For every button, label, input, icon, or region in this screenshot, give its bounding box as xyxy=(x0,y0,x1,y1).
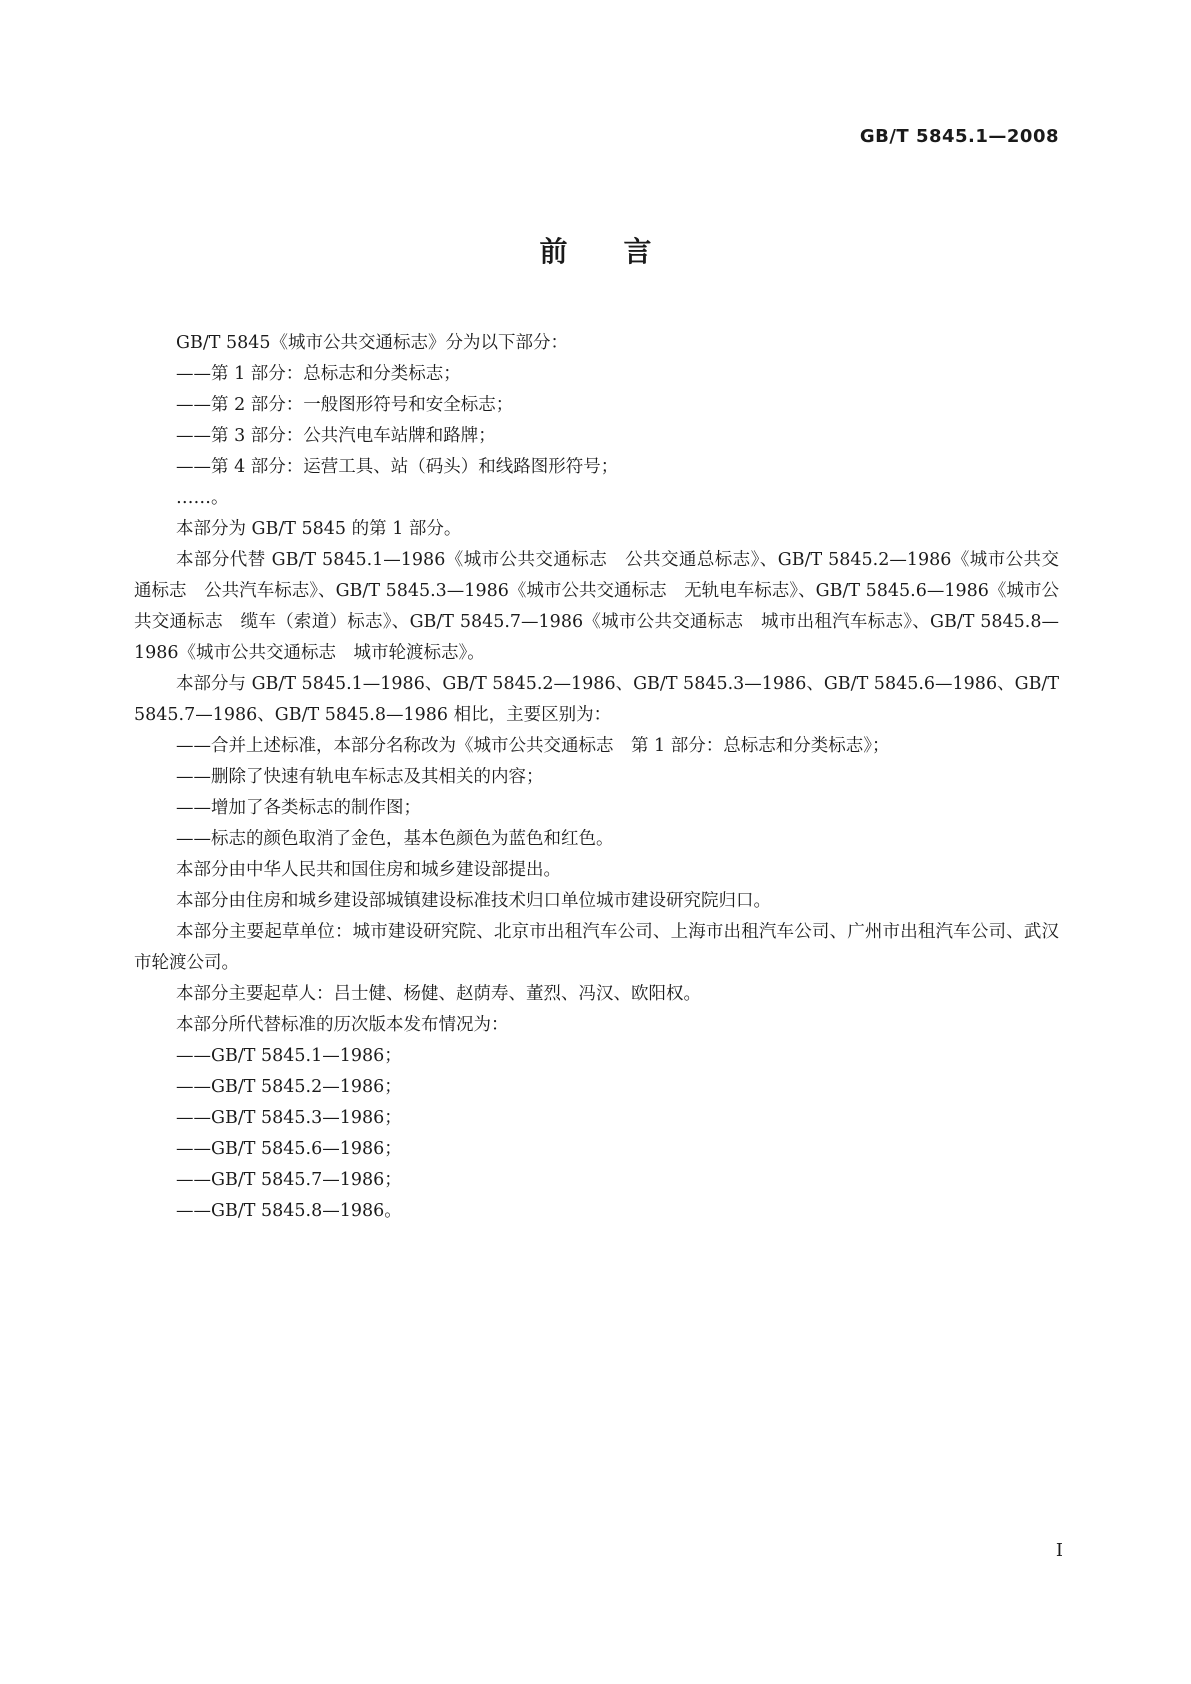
list-item-difference: ——标志的颜色取消了金色，基本色颜色为蓝色和红色。 xyxy=(176,829,614,849)
text-line: 本部分由中华人民共和国住房和城乡建设部提出。 xyxy=(176,860,561,880)
list-item-difference: ——合并上述标准，本部分名称改为《城市公共交通标志 第 1 部分：总标志和分类标志》； xyxy=(176,736,890,756)
list-item-part-4: ——第 4 部分：运营工具、站（码头）和线路图形符号； xyxy=(176,457,619,477)
list-ellipsis: ……。 xyxy=(176,488,229,508)
list-item-part-1: ——第 1 部分：总标志和分类标志； xyxy=(176,364,461,384)
list-item-version: ——GB/T 5845.2—1986； xyxy=(176,1077,402,1097)
paragraph-differences: 本部分与 GB/T 5845.1—1986、GB/T 5845.2—1986、GB/T 5845.3—1986、GB/T 5845.6—1986、GB/T 5845.7—1986、GB/T 5845.8—1986 相比，主要区别为： xyxy=(134,674,1059,725)
list-item-difference: ——增加了各类标志的制作图； xyxy=(176,798,421,818)
page-number: I xyxy=(1055,1540,1063,1561)
list-item-version: ——GB/T 5845.8—1986。 xyxy=(176,1201,402,1221)
text-line: GB/T 5845《城市公共交通标志》分为以下部分： xyxy=(176,333,569,353)
text-line: 本部分主要起草人：吕士健、杨健、赵荫寿、董烈、冯汉、欧阳权。 xyxy=(176,984,701,1004)
list-item-difference: ——删除了快速有轨电车标志及其相关的内容； xyxy=(176,767,544,787)
list-item-version: ——GB/T 5845.3—1986； xyxy=(176,1108,402,1128)
standard-code: GB/T 5845.1—2008 xyxy=(859,126,1059,147)
text-line: 本部分为 GB/T 5845 的第 1 部分。 xyxy=(176,519,462,539)
text-line: 本部分由住房和城乡建设部城镇建设标准技术归口单位城市建设研究院归口。 xyxy=(176,891,771,911)
paragraph-drafting-units: 本部分主要起草单位：城市建设研究院、北京市出租汽车公司、上海市出租汽车公司、广州市出租汽车公司、武汉市轮渡公司。 xyxy=(134,922,1059,973)
list-item-version: ——GB/T 5845.6—1986； xyxy=(176,1139,402,1159)
paragraph-replaces: 本部分代替 GB/T 5845.1—1986《城市公共交通标志 公共交通总标志》、GB/T 5845.2—1986《城市公共交通标志 公共汽车标志》、GB/T 5845.3—1986《城市公共交通标志 无轨电车标志》、GB/T 5845.6—1986《城市公共交通标志 缆车（索道）标志》、GB/T 5845.7—1986《城市公共交通标志 城市出租汽车标志》、GB/T 5845.8—1986《城市公共交通标志 城市轮渡标志》。 xyxy=(134,550,1059,663)
list-item-version: ——GB/T 5845.1—1986； xyxy=(176,1046,402,1066)
list-item-part-3: ——第 3 部分：公共汽电车站牌和路牌； xyxy=(176,426,496,446)
text-line: 本部分所代替标准的历次版本发布情况为： xyxy=(176,1015,509,1035)
list-item-part-2: ——第 2 部分：一般图形符号和安全标志； xyxy=(176,395,514,415)
list-item-version: ——GB/T 5845.7—1986； xyxy=(176,1170,402,1190)
foreword-body xyxy=(134,328,1059,1227)
page-title: 前言 xyxy=(539,235,708,268)
